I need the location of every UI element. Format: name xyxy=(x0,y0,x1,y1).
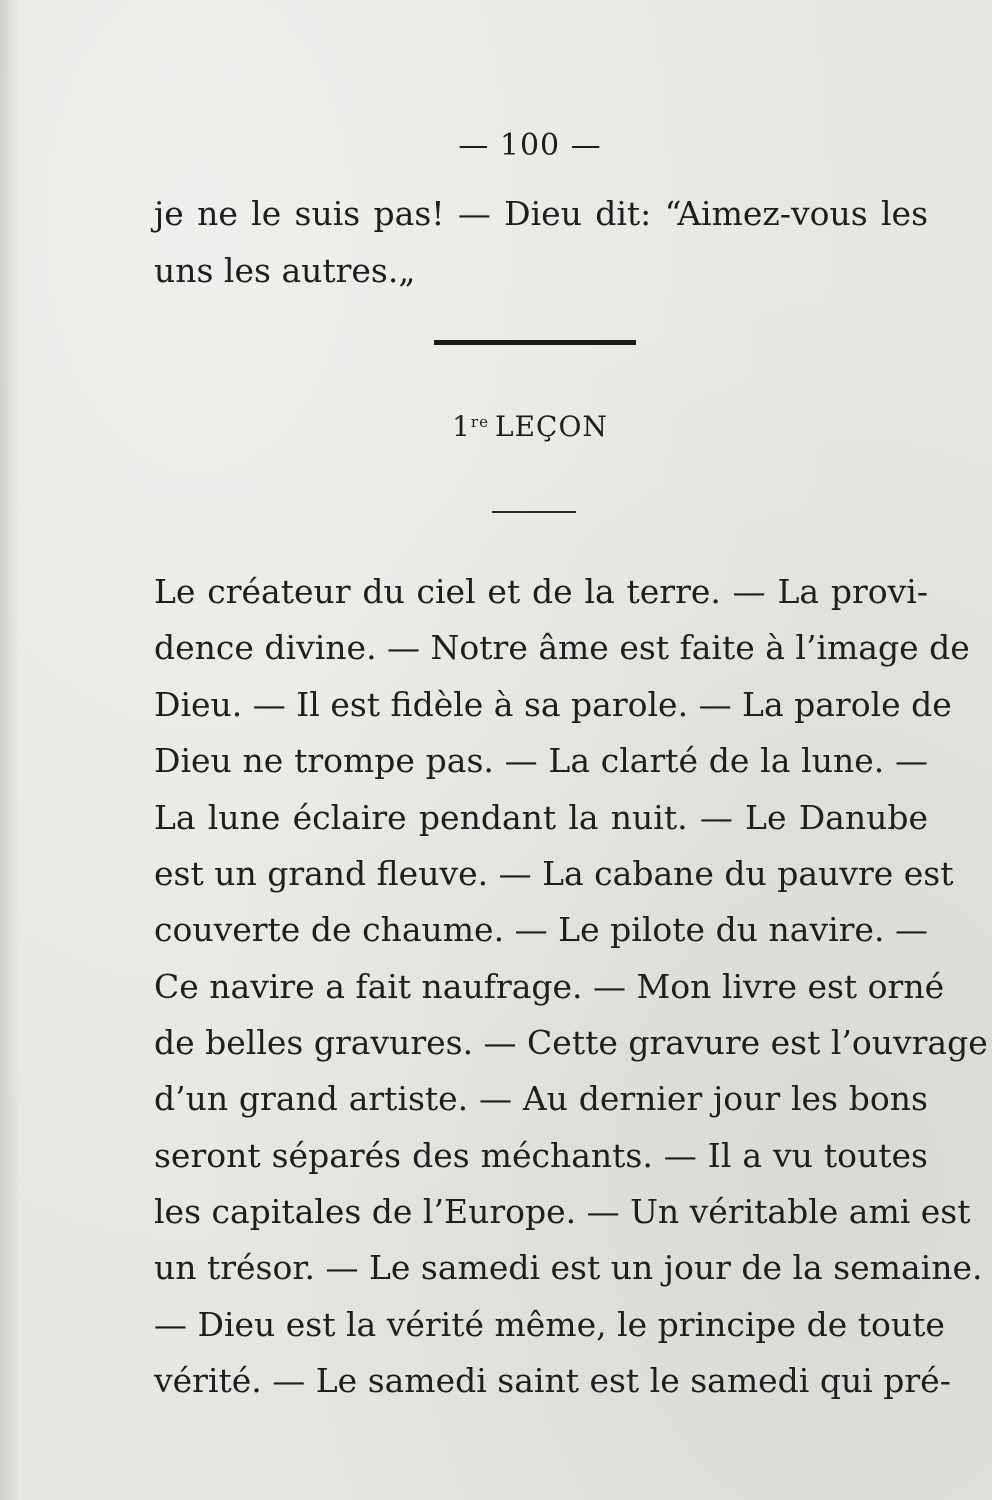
page-shadow-edge xyxy=(0,0,20,1500)
page-number: — 100 — xyxy=(458,128,602,163)
lesson-line: vérité. — Le samedi saint est le samedi qui pré- xyxy=(154,1361,951,1400)
lesson-line: couverte de chaume. — Le pilote du navire. — xyxy=(154,910,928,949)
lesson-line: Le créateur du ciel et de la terre. — La provi- xyxy=(154,572,928,611)
lesson-line: de belles gravures. — Cette gravure est l’ouvrage xyxy=(154,1023,988,1062)
lesson-line: Dieu ne trompe pas. — La clarté de la lune. — xyxy=(154,741,928,780)
lesson-line: d’un grand artiste. — Au dernier jour les bons xyxy=(154,1079,928,1118)
lesson-line: seront séparés des méchants. — Il a vu toutes xyxy=(154,1136,928,1175)
lesson-line: — Dieu est la vérité même, le principe de toute xyxy=(154,1305,945,1344)
lesson-number: 1 xyxy=(452,410,471,443)
heading-underline xyxy=(492,511,576,513)
lesson-number-suffix: re xyxy=(470,413,489,431)
lesson-line: Ce navire a fait naufrage. — Mon livre est orné xyxy=(154,967,945,1006)
lesson-line: Dieu. — Il est fidèle à sa parole. — La parole de xyxy=(154,685,952,724)
lesson-line: La lune éclaire pendant la nuit. — Le Danube xyxy=(154,798,928,837)
intro-line: je ne le suis pas! — Dieu dit: “Aimez-vous les xyxy=(154,194,928,233)
lesson-line: est un grand fleuve. — La cabane du pauvre est xyxy=(154,854,954,893)
intro-line: uns les autres.„ xyxy=(154,251,416,290)
section-divider xyxy=(434,340,636,345)
lesson-heading xyxy=(0,410,992,443)
lesson-line: dence divine. — Notre âme est faite à l’image de xyxy=(154,628,970,667)
lesson-title: LEÇON xyxy=(494,410,608,443)
lesson-line: les capitales de l’Europe. — Un véritable ami est xyxy=(154,1192,971,1231)
lesson-line: un trésor. — Le samedi est un jour de la semaine. xyxy=(154,1248,983,1287)
